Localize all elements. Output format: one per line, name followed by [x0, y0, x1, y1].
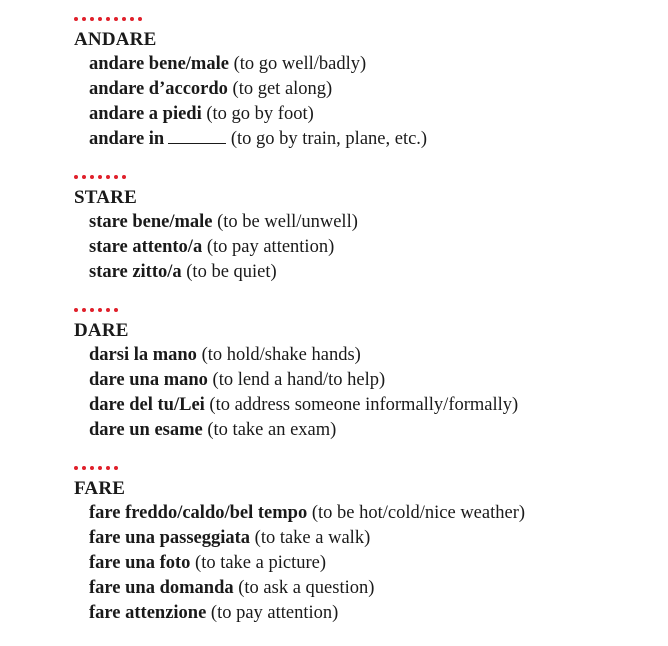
entry-list	[74, 210, 654, 285]
entry-list	[74, 343, 654, 443]
section-fare	[74, 463, 654, 626]
divider-dot	[82, 466, 86, 470]
idiom-list	[74, 14, 654, 646]
divider-dot	[74, 466, 78, 470]
entry-phrase: dare un esame	[89, 420, 203, 440]
entry-phrase: fare una foto	[89, 553, 191, 573]
entry	[89, 260, 654, 285]
entry	[89, 343, 654, 368]
divider-dot	[114, 466, 118, 470]
entry-phrase: andare bene/male	[89, 54, 229, 74]
section-andare	[74, 14, 654, 152]
entry-gloss: (to be well/unwell)	[217, 212, 358, 232]
divider-dot	[82, 175, 86, 179]
divider-dot	[82, 308, 86, 312]
entry	[89, 368, 654, 393]
divider-dot	[114, 17, 118, 21]
divider-dot	[106, 175, 110, 179]
entry-gloss: (to go by foot)	[206, 104, 314, 124]
entry-gloss: (to go well/badly)	[233, 54, 367, 74]
entry	[89, 393, 654, 418]
entry	[89, 52, 654, 77]
divider-dot	[106, 466, 110, 470]
entry-phrase: stare bene/male	[89, 212, 213, 232]
divider-dot	[90, 17, 94, 21]
entry-phrase: andare d’accordo	[89, 79, 228, 99]
entry	[89, 102, 654, 127]
divider-dot	[82, 17, 86, 21]
entry-gloss: (to pay attention)	[210, 603, 339, 623]
divider-dot	[98, 175, 102, 179]
divider-dot	[122, 175, 126, 179]
entry	[89, 77, 654, 102]
section-dare	[74, 305, 654, 443]
entry-list	[74, 501, 654, 626]
entry-gloss: (to ask a question)	[238, 578, 375, 598]
entry-phrase: darsi la mano	[89, 345, 197, 365]
entry-gloss: (to be quiet)	[186, 262, 277, 282]
divider-dot	[106, 17, 110, 21]
dot-divider	[74, 14, 654, 24]
section-heading: ANDARE	[74, 29, 157, 50]
entry-gloss: (to take a picture)	[195, 553, 327, 573]
entry	[89, 501, 654, 526]
entry	[89, 127, 654, 152]
dot-divider	[74, 463, 654, 473]
section-heading: DARE	[74, 320, 129, 341]
entry-phrase: fare una domanda	[89, 578, 234, 598]
entry	[89, 210, 654, 235]
entry-phrase: fare attenzione	[89, 603, 207, 623]
divider-dot	[106, 308, 110, 312]
entry-phrase: stare zitto/a	[89, 262, 182, 282]
divider-dot	[98, 466, 102, 470]
divider-dot	[130, 17, 134, 21]
entry-gloss: (to lend a hand/to help)	[212, 370, 386, 390]
divider-dot	[114, 175, 118, 179]
entry-gloss: (to take an exam)	[207, 420, 337, 440]
divider-dot	[98, 308, 102, 312]
section-heading: FARE	[74, 478, 126, 499]
divider-dot	[74, 175, 78, 179]
entry-gloss: (to take a walk)	[254, 528, 371, 548]
divider-dot	[138, 17, 142, 21]
entry-gloss: (to hold/shake hands)	[201, 345, 361, 365]
dot-divider	[74, 172, 654, 182]
entry-gloss: (to pay attention)	[206, 237, 335, 257]
entry-phrase: andare in	[89, 129, 165, 149]
entry-phrase: fare una passeggiata	[89, 528, 251, 548]
divider-dot	[122, 17, 126, 21]
entry	[89, 526, 654, 551]
entry	[89, 235, 654, 260]
section-stare	[74, 172, 654, 285]
fill-in-blank	[168, 127, 226, 144]
entry	[89, 418, 654, 443]
divider-dot	[90, 466, 94, 470]
divider-dot	[74, 17, 78, 21]
divider-dot	[90, 175, 94, 179]
entry-list	[74, 52, 654, 152]
entry	[89, 601, 654, 626]
section-heading: STARE	[74, 187, 137, 208]
entry-phrase: dare del tu/Lei	[89, 395, 205, 415]
entry	[89, 576, 654, 601]
entry-phrase: andare a piedi	[89, 104, 202, 124]
entry-gloss: (to go by train, plane, etc.)	[230, 129, 428, 149]
dot-divider	[74, 305, 654, 315]
divider-dot	[98, 17, 102, 21]
entry-gloss: (to be hot/cold/nice weather)	[311, 503, 526, 523]
entry-phrase: dare una mano	[89, 370, 208, 390]
divider-dot	[114, 308, 118, 312]
divider-dot	[74, 308, 78, 312]
entry-gloss: (to get along)	[232, 79, 333, 99]
entry	[89, 551, 654, 576]
entry-phrase: fare freddo/caldo/bel tempo	[89, 503, 308, 523]
divider-dot	[90, 308, 94, 312]
entry-phrase: stare attento/a	[89, 237, 203, 257]
entry-gloss: (to address someone informally/formally)	[209, 395, 519, 415]
